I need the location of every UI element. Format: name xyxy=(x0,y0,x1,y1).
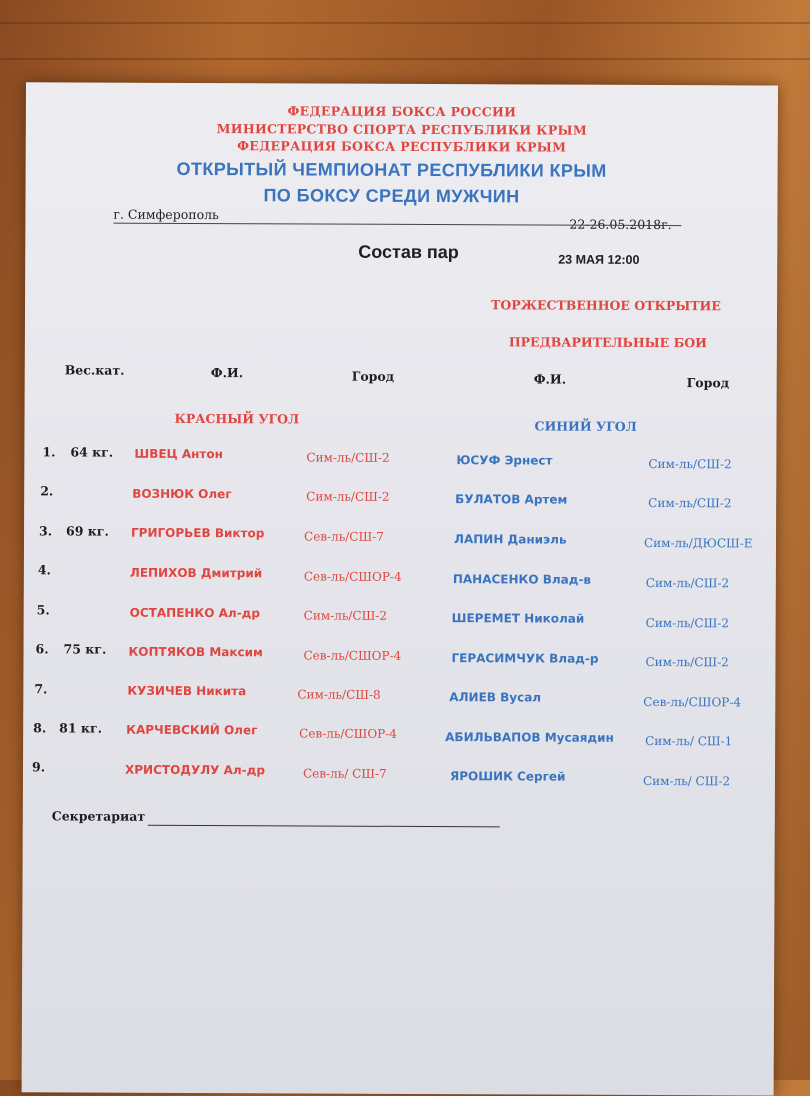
bout-number: 2. xyxy=(40,483,54,499)
section-datetime: 23 МАЯ 12:00 xyxy=(558,252,640,267)
bout-number: 1. xyxy=(42,444,56,460)
blue-boxer-city: Сев-ль/СШОР-4 xyxy=(643,694,742,710)
blue-boxer-name: ПАНАСЕНКО Влад-в xyxy=(452,572,592,587)
blue-boxer-city: Сим-ль/СШ-2 xyxy=(648,456,732,472)
red-boxer-city: Сим-ль/СШ-2 xyxy=(303,608,388,623)
red-boxer-city: Сим-ль/СШ-2 xyxy=(306,489,390,504)
weight-class: 75 кг. xyxy=(63,641,107,657)
blue-boxer-name: БУЛАТОВ Артем xyxy=(455,492,568,507)
title-championship: ОТКРЫТЫЙ ЧЕМПИОНАТ РЕСПУБЛИКИ КРЫМ xyxy=(176,158,607,181)
red-boxer-city: Сим-ль/СШ-2 xyxy=(306,450,390,465)
dates-label: 22-26.05.2018г. xyxy=(569,216,672,233)
red-boxer-city: Сим-ль/СШ-8 xyxy=(297,687,381,702)
blue-boxer-city: Сим-ль/СШ-2 xyxy=(645,654,729,670)
red-boxer-name: ШВЕЦ Антон xyxy=(134,446,223,462)
blue-boxer-name: ГЕРАСИМЧУК Влад-р xyxy=(451,651,599,666)
wood-grain xyxy=(0,58,810,60)
col-blue-name: Ф.И. xyxy=(533,371,567,387)
bout-number: 3. xyxy=(39,523,53,539)
red-boxer-name: КАРЧЕВСКИЙ Олег xyxy=(126,722,258,738)
weight-class: 64 кг. xyxy=(70,444,114,460)
blue-boxer-city: Сим-ль/СШ-2 xyxy=(645,575,730,591)
col-weight: Вес.кат. xyxy=(64,362,125,378)
bout-number: 7. xyxy=(34,681,48,697)
red-boxer-name: КУЗИЧЕВ Никита xyxy=(127,683,247,699)
section-title: Состав пар xyxy=(358,241,459,263)
blue-corner-label: СИНИЙ УГОЛ xyxy=(534,418,637,434)
red-boxer-city: Сев-ль/СШ-7 xyxy=(303,529,384,544)
blue-boxer-name: ЯРОШИК Сергей xyxy=(449,769,566,784)
blue-boxer-city: Сим-ль/ СШ-2 xyxy=(642,773,731,789)
ceremony-label: ТОРЖЕСТВЕННОЕ ОТКРЫТИЕ xyxy=(491,297,721,314)
signature-line xyxy=(148,825,500,828)
red-boxer-city: Сев-ль/СШОР-4 xyxy=(303,648,402,663)
blue-boxer-name: АЛИЕВ Вусал xyxy=(449,690,542,705)
blue-boxer-name: ЮСУФ Эрнест xyxy=(456,453,553,468)
red-boxer-name: ЛЕПИХОВ Дмитрий xyxy=(129,565,263,581)
red-boxer-name: ОСТАПЕНКО Ал-др xyxy=(129,605,261,621)
bout-number: 5. xyxy=(36,602,50,618)
col-red-city: Город xyxy=(351,368,395,384)
secretariat-label: Секретариат xyxy=(51,808,146,824)
red-boxer-name: ГРИГОРЬЕВ Виктор xyxy=(131,525,265,541)
bout-number: 6. xyxy=(35,641,49,657)
red-boxer-city: Сев-ль/СШОР-4 xyxy=(303,569,402,584)
prelim-label: ПРЕДВАРИТЕЛЬНЫЕ БОИ xyxy=(508,334,708,351)
blue-boxer-city: Сим-ль/СШ-2 xyxy=(645,615,730,631)
blue-boxer-name: АБИЛЬВАПОВ Мусаядин xyxy=(445,730,614,745)
document-sheet xyxy=(22,82,778,1095)
city-label: г. Симферополь xyxy=(113,206,219,223)
weight-class: 69 кг. xyxy=(66,523,109,539)
blue-boxer-name: ШЕРЕМЕТ Николай xyxy=(451,611,585,626)
red-boxer-city: Сев-ль/СШОР-4 xyxy=(299,726,397,741)
red-corner-label: КРАСНЫЙ УГОЛ xyxy=(174,410,300,427)
col-red-name: Ф.И. xyxy=(210,365,244,381)
header-federation-russia: ФЕДЕРАЦИЯ БОКСА РОССИИ xyxy=(287,103,517,120)
header-federation-crimea: ФЕДЕРАЦИЯ БОКСА РЕСПУБЛИКИ КРЫМ xyxy=(237,138,567,155)
header-ministry: МИНИСТЕРСТВО СПОРТА РЕСПУБЛИКИ КРЫМ xyxy=(216,121,588,138)
blue-boxer-name: ЛАПИН Даниэль xyxy=(453,532,567,547)
bout-number: 8. xyxy=(33,720,47,736)
blue-boxer-city: Сим-ль/СШ-2 xyxy=(648,495,732,511)
col-blue-city: Город xyxy=(686,375,730,391)
title-boxing-men: ПО БОКСУ СРЕДИ МУЖЧИН xyxy=(263,185,520,207)
bout-number: 4. xyxy=(37,562,51,578)
weight-class: 81 кг. xyxy=(59,720,103,736)
wood-grain xyxy=(0,22,810,24)
bout-number: 9. xyxy=(31,759,46,775)
red-boxer-name: КОПТЯКОВ Максим xyxy=(128,644,263,660)
blue-boxer-city: Сим-ль/ДЮСШ-Е xyxy=(643,535,753,551)
blue-boxer-city: Сим-ль/ СШ-1 xyxy=(645,733,733,749)
red-boxer-city: Сев-ль/ СШ-7 xyxy=(302,766,387,781)
red-boxer-name: ВОЗНЮК Олег xyxy=(132,486,232,502)
red-boxer-name: ХРИСТОДУЛУ Ал-др xyxy=(124,762,266,778)
